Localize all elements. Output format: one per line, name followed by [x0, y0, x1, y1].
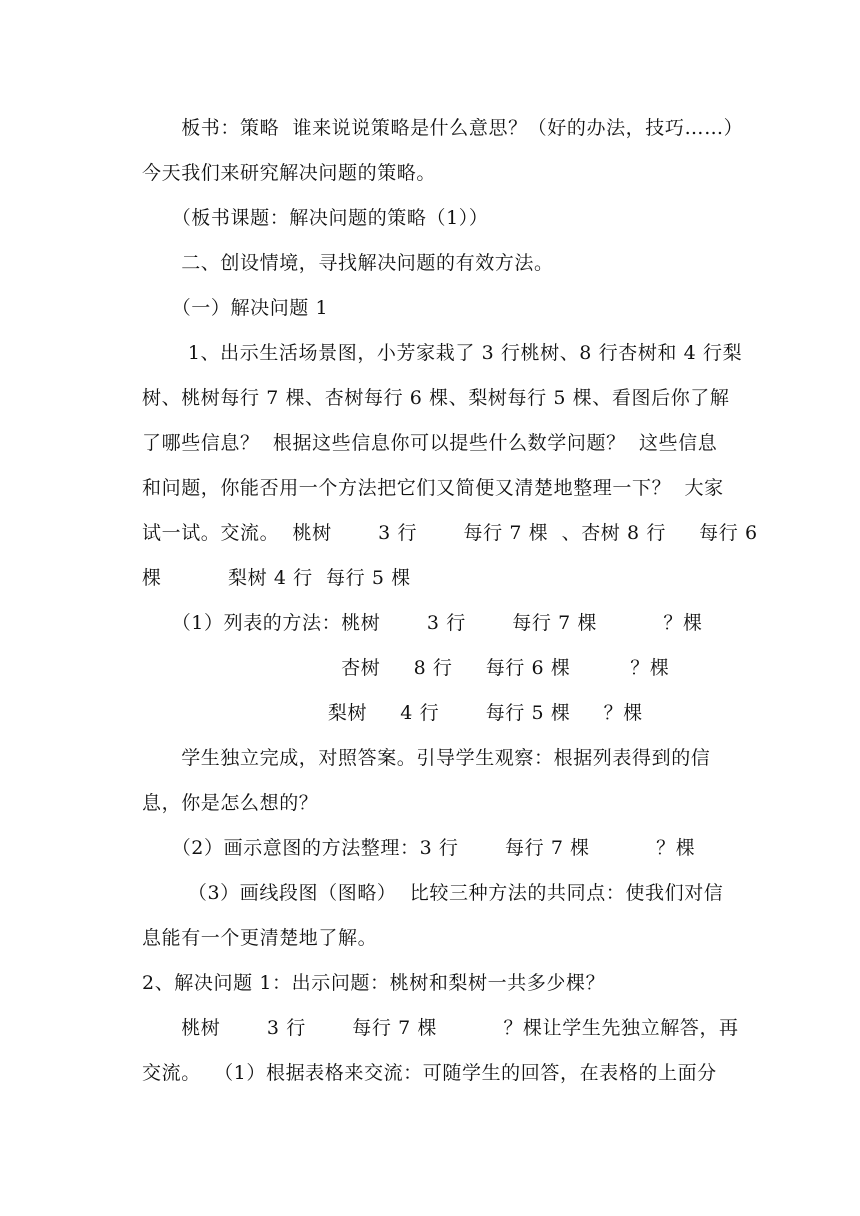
- text-line: 桃树 3 行 每行 7 棵 ？棵让学生先独立解答，再: [142, 1017, 739, 1039]
- text-line: 2、解决问题 1：出示问题：桃树和梨树一共多少棵？: [142, 972, 606, 994]
- text-line: （一）解决问题 1: [142, 297, 329, 319]
- text-line: 1、出示生活场景图，小芳家栽了 3 行桃树、8 行杏树和 4 行梨: [142, 342, 743, 364]
- text-line: （2）画示意图的方法整理：3 行 每行 7 棵 ？棵: [142, 837, 696, 859]
- text-line: 二、创设情境，寻找解决问题的有效方法。: [142, 252, 554, 274]
- text-line: 今天我们来研究解决问题的策略。: [142, 162, 437, 184]
- text-line: （3）画线段图（图略） 比较三种方法的共同点：使我们对信: [142, 882, 724, 904]
- text-line: 息能有一个更清楚地了解。: [142, 927, 378, 949]
- text-line: 板书：策略 谁来说说策略是什么意思？（好的办法，技巧……）: [142, 117, 744, 139]
- text-line: 试一试。交流。 桃树 3 行 每行 7 棵 、杏树 8 行 每行 6: [142, 522, 758, 544]
- table-row-xingshu: 杏树 8 行 每行 6 棵 ？棵: [142, 657, 670, 679]
- text-line: 学生独立完成，对照答案。引导学生观察：根据列表得到的信: [142, 747, 711, 769]
- text-line: 树、桃树每行 7 棵、杏树每行 6 棵、梨树每行 5 棵、看图后你了解: [142, 387, 730, 409]
- text-line: 息，你是怎么想的？: [142, 792, 319, 814]
- text-line: 交流。 （1）根据表格来交流：可随学生的回答，在表格的上面分: [142, 1062, 717, 1084]
- text-line: 和问题，你能否用一个方法把它们又简便又清楚地整理一下？ 大家: [142, 477, 724, 499]
- text-line: （板书课题：解决问题的策略（1））: [142, 207, 489, 229]
- table-row-lishu: 梨树 4 行 每行 5 棵 ？棵: [142, 702, 643, 724]
- text-line: 棵 梨树 4 行 每行 5 棵: [142, 567, 411, 589]
- text-line: 了哪些信息？ 根据这些信息你可以提些什么数学问题？ 这些信息: [142, 432, 718, 454]
- table-row-taoshu: （1）列表的方法：桃树 3 行 每行 7 棵 ？棵: [142, 612, 703, 634]
